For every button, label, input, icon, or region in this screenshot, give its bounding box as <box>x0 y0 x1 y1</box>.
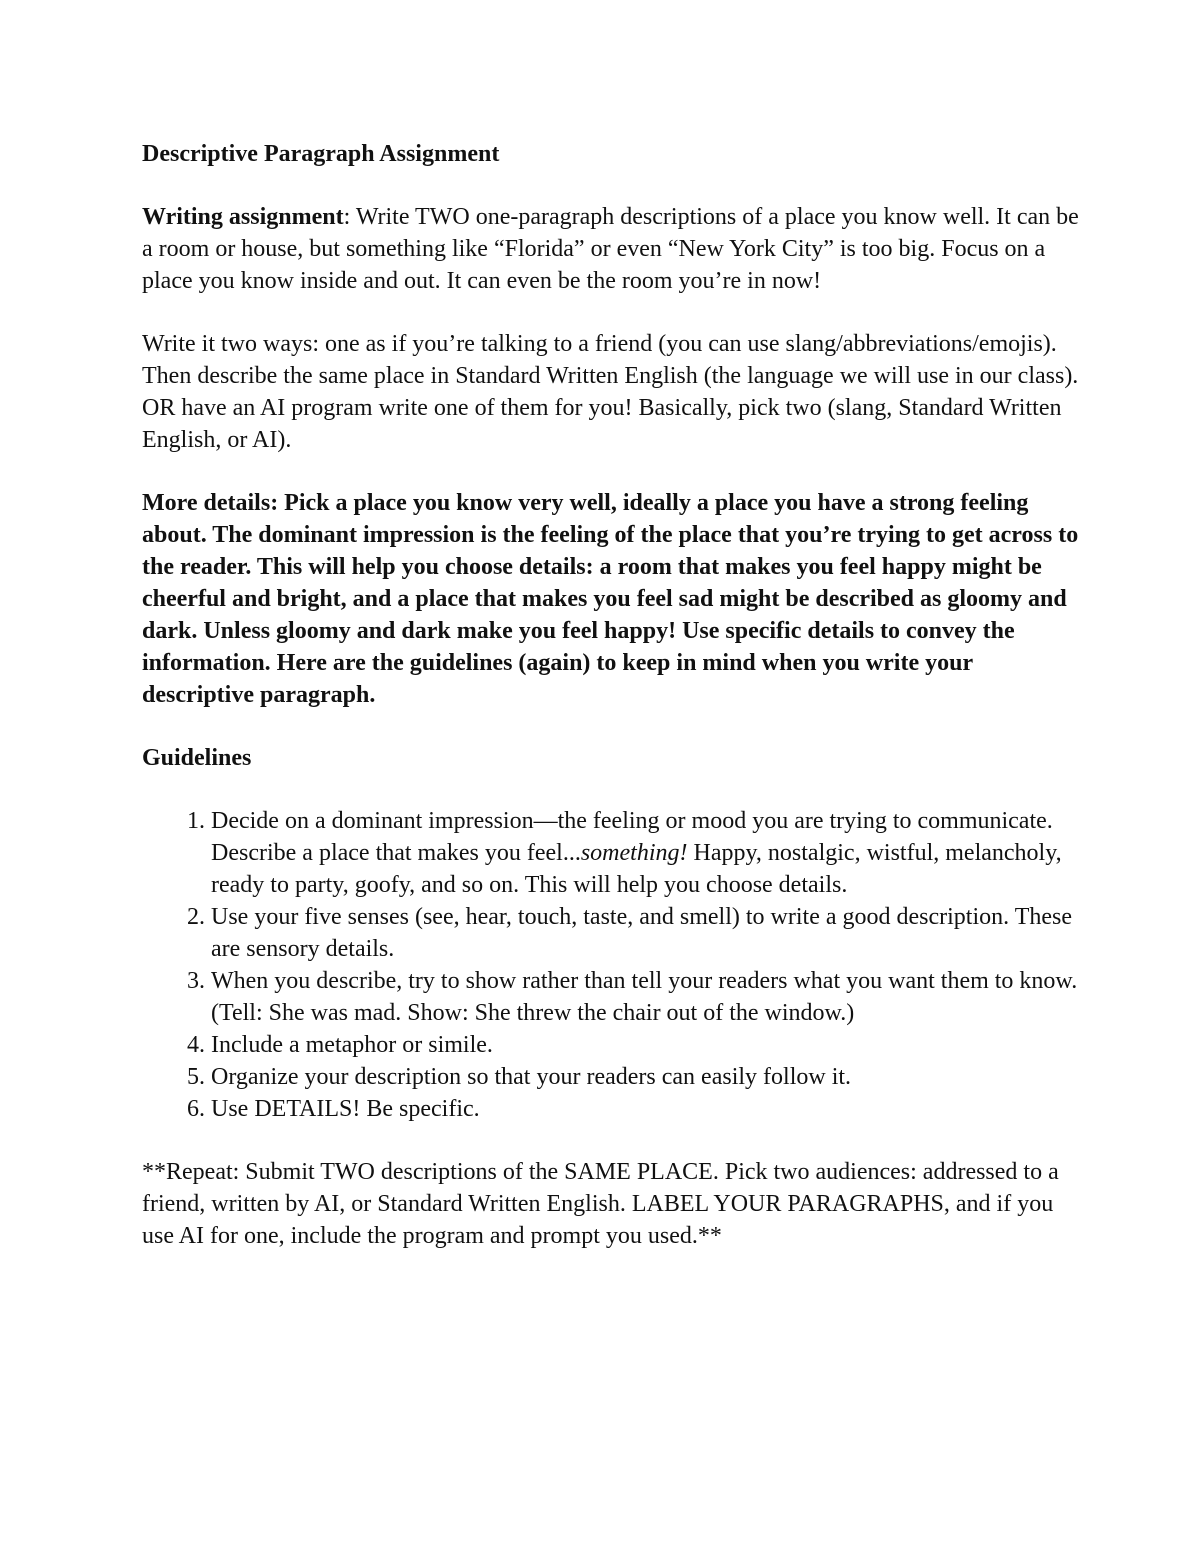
guideline-item-2: 2. Use your five senses (see, hear, touch, taste, and smell) to write a good description. These are sensory details. <box>211 901 1082 965</box>
guideline-item-5: 5. Organize your description so that your readers can easily follow it. <box>211 1061 1082 1093</box>
ways-paragraph: Write it two ways: one as if you’re talking to a friend (you can use slang/abbreviations/emojis). Then describe the same place in Standard Written English (the language we will use in our class). OR have an AI program write one of them for you! Basically, pick two (slang, Standard Written English, or AI). <box>142 331 1079 453</box>
guideline-item-6: 6. Use DETAILS! Be specific. <box>211 1093 1082 1125</box>
guideline-item-1-after: Happy, nostalgic, wistful, melancholy, ready to party, goofy, and so on. This will help you choose details. <box>211 840 1062 898</box>
guidelines-list <box>142 805 1082 1125</box>
guideline-item-1 <box>211 805 1082 901</box>
guideline-item-1-emphasis: something! <box>580 840 688 866</box>
details-paragraph: More details: Pick a place you know very well, ideally a place you have a strong feeling about. The dominant impression is the feeling of the place that you’re trying to get across to the reader. This will help you choose details: a room that makes you feel happy might be cheerful and bright, and a place that makes you feel sad might be described as gloomy and dark. Unless gloomy and dark make you feel happy! Use specific details to convey the information. Here are the guidelines (again) to keep in mind when you write your descriptive paragraph. <box>142 490 1079 708</box>
repeat-paragraph: **Repeat: Submit TWO descriptions of the SAME PLACE. Pick two audiences: addressed to a friend, written by AI, or Standard Written English. LABEL YOUR PARAGRAPHS, and if you use AI for one, include the program and prompt you used.** <box>142 1159 1059 1249</box>
guidelines-heading: Guidelines <box>142 745 252 771</box>
assignment-text: : Write TWO one-paragraph descriptions of a place you know well. It can be a room or house, but something like “Florida” or even “New York City” is too big. Focus on a place you know inside and out. It can even be the room you’re in now! <box>142 204 1079 294</box>
document-page <box>142 138 1082 1283</box>
assignment-label: Writing assignment <box>142 204 344 230</box>
guideline-item-4: 4. Include a metaphor or simile. <box>211 1029 1082 1061</box>
assignment-paragraph <box>142 201 1082 297</box>
guideline-item-3: 3. When you describe, try to show rather than tell your readers what you want them to know. (Tell: She was mad. Show: She threw the chair out of the window.) <box>211 965 1082 1029</box>
document-title: Descriptive Paragraph Assignment <box>142 141 500 167</box>
guideline-item-1-before: Decide on a dominant impression—the feeling or mood you are trying to communicate. Describe a place that makes you feel... <box>211 808 1053 866</box>
